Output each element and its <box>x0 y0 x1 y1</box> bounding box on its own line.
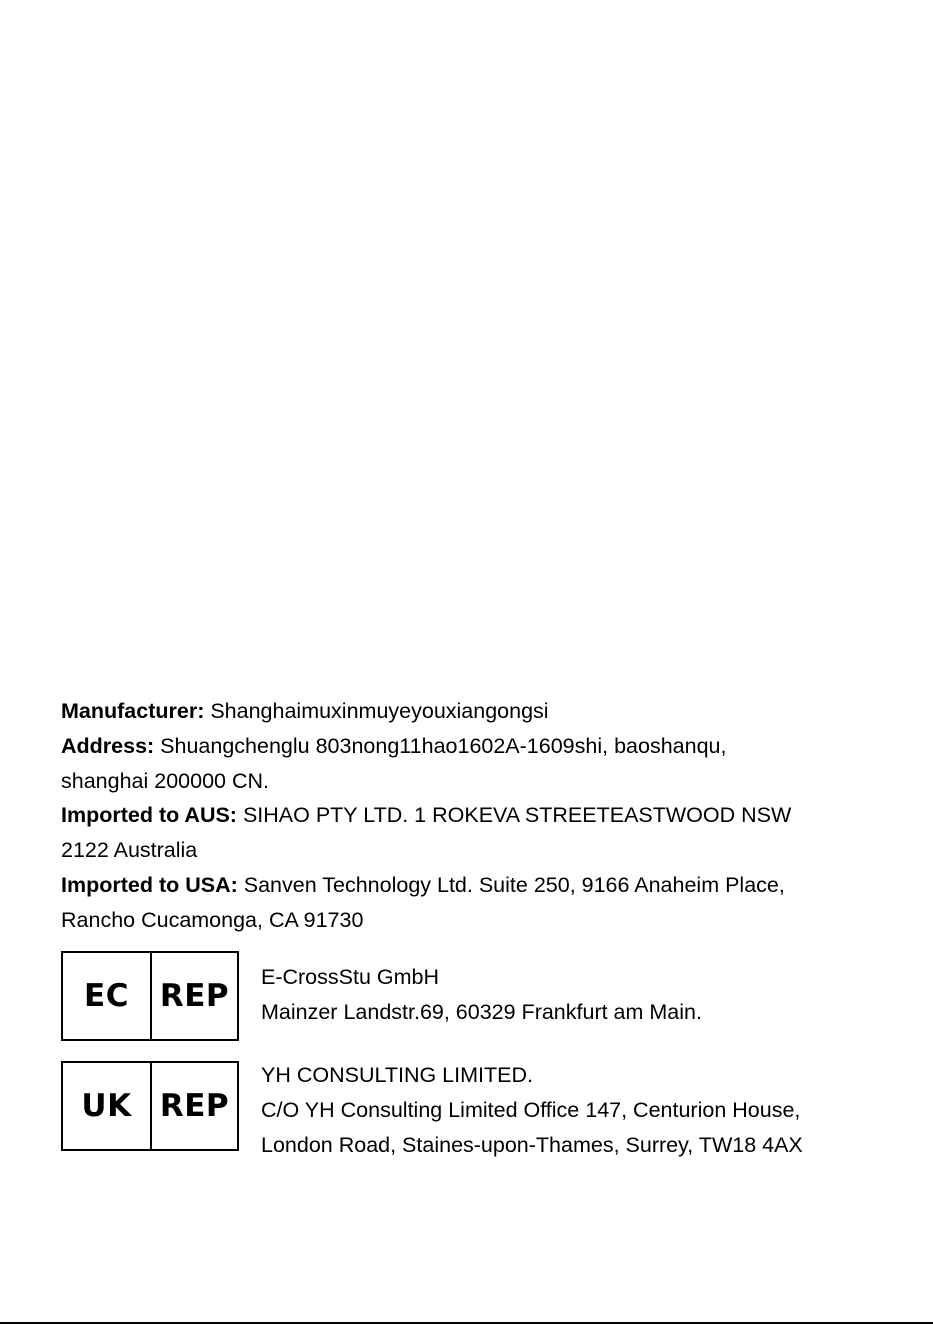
ec-rep-symbol-right: REP <box>159 978 230 1014</box>
address-line-2: shanghai 200000 CN. <box>61 768 269 793</box>
ec-rep-details <box>261 960 881 1030</box>
uk-rep-symbol-right: REP <box>159 1088 230 1124</box>
imported-aus-line <box>61 798 881 833</box>
ec-rep-symbol-left: EC <box>63 953 152 1039</box>
address-line <box>61 729 881 764</box>
uk-rep-company: YH CONSULTING LIMITED. <box>261 1063 533 1087</box>
imported-aus-line-2: 2122 Australia <box>61 838 198 863</box>
uk-rep-details <box>261 1058 881 1162</box>
ec-rep-symbol <box>61 951 239 1041</box>
imported-usa-line <box>61 868 881 903</box>
imported-aus-value: SIHAO PTY LTD. 1 ROKEVA STREETEASTWOOD NSW <box>236 803 792 828</box>
imported-usa-label: Imported to USA: <box>61 872 238 897</box>
imported-usa-value: Sanven Technology Ltd. Suite 250, 9166 Anaheim Place, <box>237 872 785 897</box>
imported-aus-label: Imported to AUS: <box>61 803 237 828</box>
uk-rep-symbol-left: UK <box>63 1063 152 1149</box>
address-label: Address: <box>61 733 155 758</box>
ec-rep-company: E-CrossStu GmbH <box>261 965 440 989</box>
manufacturer-value: Shanghaimuxinmuyeyouxiangongsi <box>204 699 549 723</box>
imported-usa-line-2: Rancho Cucamonga, CA 91730 <box>61 907 364 932</box>
address-value: Shuangchenglu 803nong11hao1602A-1609shi, baoshanqu, <box>154 733 727 758</box>
uk-rep-address-1: C/O YH Consulting Limited Office 147, Centurion House, <box>261 1097 801 1122</box>
manufacturer-line <box>61 694 881 729</box>
company-info <box>61 694 881 938</box>
ec-rep-address: Mainzer Landstr.69, 60329 Frankfurt am Main. <box>261 999 702 1024</box>
manufacturer-label: Manufacturer: <box>61 699 205 723</box>
uk-rep-symbol <box>61 1061 239 1151</box>
uk-rep-address-2: London Road, Staines-upon-Thames, Surrey, TW18 4AX <box>261 1132 803 1157</box>
